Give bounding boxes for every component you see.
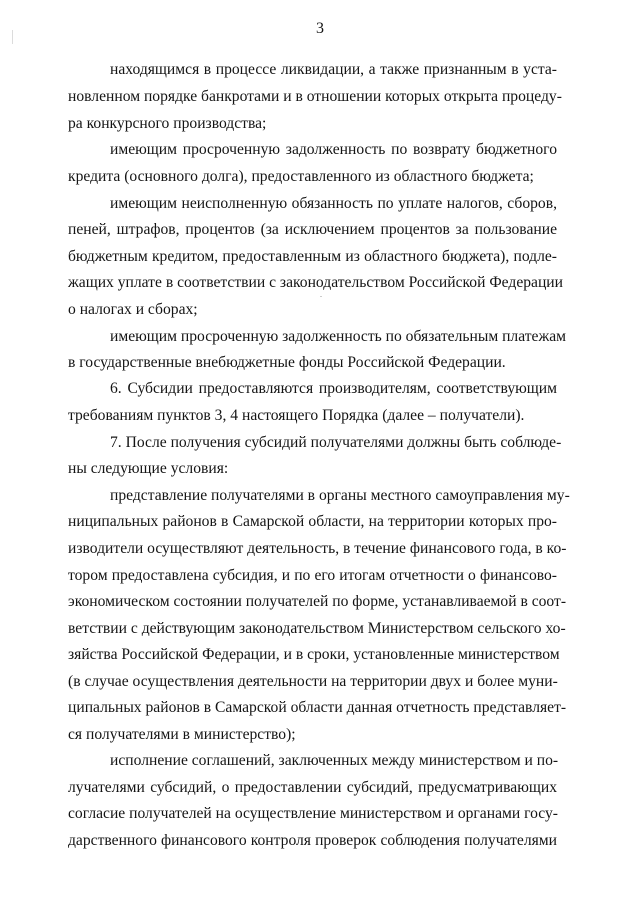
text-line: находящимся в процессе ликвидации, а также признанным в уста- bbox=[110, 61, 557, 78]
text-line: новленном порядке банкротами и в отношении которых открыта процеду- bbox=[68, 88, 562, 105]
text-line: имеющим просроченную задолженность по обязательным платежам bbox=[110, 328, 567, 345]
text-line: 6. Субсидии предоставляются производителям, соответствующим bbox=[110, 380, 557, 397]
text-line: ра конкурсного производства; bbox=[68, 115, 267, 132]
text-line: имеющим неисполненную обязанность по уплате налогов, сборов, bbox=[110, 195, 557, 212]
text-line: ся получателями в министерство); bbox=[68, 726, 296, 743]
text-line: ны следующие условия: bbox=[68, 460, 229, 477]
text-line: имеющим просроченную задолженность по возврату бюджетного bbox=[110, 141, 557, 158]
text-line: согласие получателей на осуществление министерством и органами госу- bbox=[68, 805, 558, 822]
text-line: (в случае осуществления деятельности на территории двух и более муни- bbox=[68, 673, 558, 690]
text-line: лучателями субсидий, о предоставлении субсидий, предусматривающих bbox=[68, 779, 557, 796]
text-line: экономическом состоянии получателей по форме, устанавливаемой в соот- bbox=[68, 593, 567, 610]
text-line: 7. После получения субсидий получателями должны быть соблюде- bbox=[110, 434, 562, 451]
text-line: жащих уплате в соответствии с законодательством Российской Федерации bbox=[68, 274, 563, 291]
text-line: тором предоставлена субсидия, и по его итогам отчетности о финансово- bbox=[68, 567, 557, 584]
scan-artifact bbox=[320, 296, 322, 297]
text-line: кредита (основного долга), предоставленного из областного бюджета; bbox=[68, 168, 534, 185]
text-line: представление получателями в органы местного самоуправления му- bbox=[110, 487, 570, 504]
text-line: исполнение соглашений, заключенных между министерством и по- bbox=[110, 752, 559, 769]
scan-artifact bbox=[12, 30, 13, 44]
page-number: 3 bbox=[316, 20, 324, 37]
text-line: ветствии с действующим законодательством Министерством сельского хо- bbox=[68, 620, 566, 637]
text-line: о налогах и сборах; bbox=[68, 301, 198, 318]
text-line: изводители осуществляют деятельность, в течение финансового года, в ко- bbox=[68, 540, 567, 557]
text-line: ниципальных районов в Самарской области, на территории которых про- bbox=[68, 513, 557, 530]
text-line: ципальных районов в Самарской области данная отчетность представляет- bbox=[68, 699, 567, 716]
text-line: в государственные внебюджетные фонды Российской Федерации. bbox=[68, 354, 506, 371]
text-line: зяйства Российской Федерации, и в сроки, установленные министерством bbox=[68, 646, 560, 663]
text-line: требованиям пунктов 3, 4 настоящего Порядка (далее – получатели). bbox=[68, 407, 525, 424]
text-line: дарственного финансового контроля проверок соблюдения получателями bbox=[68, 832, 557, 849]
text-line: пеней, штрафов, процентов (за исключением процентов за пользование bbox=[68, 221, 557, 238]
text-line: бюджетным кредитом, предоставленным из областного бюджета), подле- bbox=[68, 248, 557, 265]
